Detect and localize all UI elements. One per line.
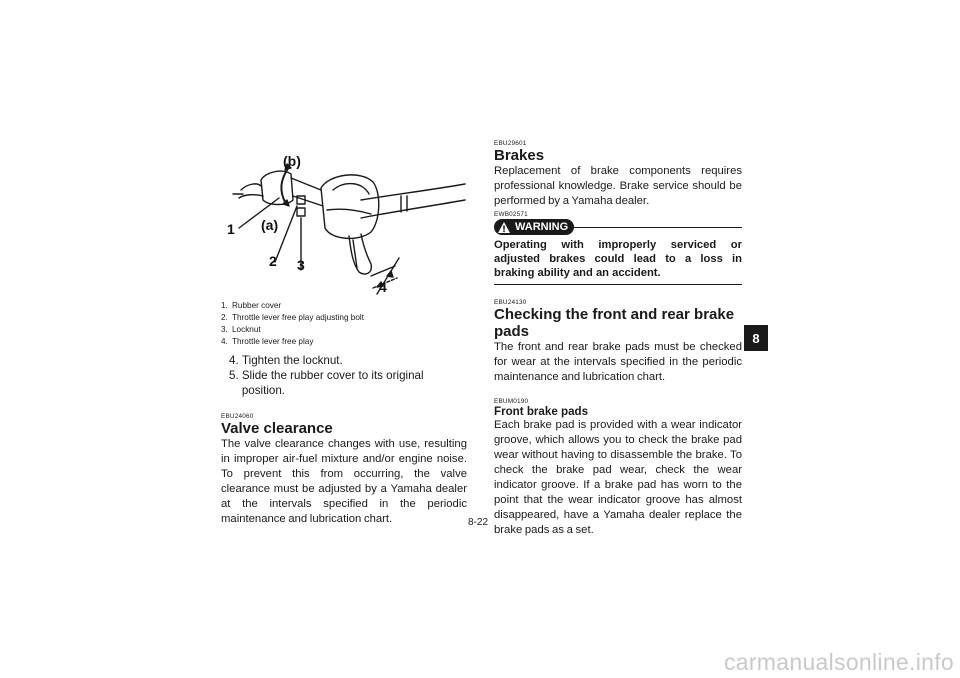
section-body: Replacement of brake components requires professional knowledge. Brake service should be performed by a Yamaha dealer. bbox=[494, 165, 742, 207]
warning-header bbox=[494, 219, 742, 235]
section-code: EBU24060 bbox=[221, 413, 254, 420]
legend-item bbox=[221, 300, 467, 312]
section-title: Valve clearance bbox=[221, 420, 333, 437]
warning-box bbox=[494, 211, 742, 285]
watermark: carmanualsonline.info bbox=[723, 649, 954, 675]
step-number: 4. bbox=[229, 354, 239, 367]
legend-number: 3. bbox=[221, 325, 228, 334]
step-item bbox=[221, 353, 467, 368]
callout-4: 4 bbox=[379, 279, 387, 295]
step-text: Slide the rubber cover to its original position. bbox=[241, 369, 424, 397]
warning-text: Operating with improperly serviced or adjusted brakes could lead to a loss in braking ability and an accident. bbox=[494, 239, 742, 279]
warning-badge bbox=[494, 219, 574, 235]
legend-number: 2. bbox=[221, 313, 228, 322]
section-title: Checking the front and rear brake pads bbox=[494, 306, 735, 340]
legend-number: 4. bbox=[221, 337, 228, 346]
step-number: 5. bbox=[229, 369, 239, 382]
brake-pads-section bbox=[494, 299, 742, 385]
procedure-steps bbox=[221, 353, 467, 398]
warning-bottom-rule bbox=[494, 284, 742, 285]
legend-text: Rubber cover bbox=[232, 301, 282, 310]
callout-b: (b) bbox=[283, 153, 301, 169]
subsection-body: Each brake pad is provided with a wear indicator groove, which allows you to check the brake pad wear without having to disassemble the brake. To check the brake pad wear, check the wear indicator groove. If a brake pad has worn to the point that the wear indicator groove has almost disappeared, have a Yamaha dealer replace the brake pads as a set. bbox=[494, 419, 742, 536]
chapter-tab: 8 bbox=[744, 325, 768, 351]
figure-legend bbox=[221, 300, 467, 348]
warning-label: WARNING bbox=[515, 221, 569, 233]
callout-3: 3 bbox=[297, 257, 305, 273]
subsection-title: Front brake pads bbox=[494, 405, 589, 418]
brakes-section bbox=[494, 140, 742, 209]
left-column bbox=[221, 140, 467, 527]
callout-1: 1 bbox=[227, 221, 235, 237]
callout-a: (a) bbox=[261, 217, 279, 233]
section-title: Brakes bbox=[494, 147, 545, 164]
step-item bbox=[221, 368, 467, 398]
callout-2: 2 bbox=[269, 253, 277, 269]
legend-text: Throttle lever free play bbox=[232, 337, 314, 346]
warning-triangle-icon bbox=[497, 221, 511, 234]
handlebar-drawing bbox=[221, 140, 467, 300]
legend-item bbox=[221, 324, 467, 336]
section-code: EBUM0190 bbox=[494, 398, 529, 405]
legend-text: Throttle lever free play adjusting bolt bbox=[232, 313, 364, 322]
section-code: EBU24130 bbox=[494, 299, 527, 306]
legend-number: 1. bbox=[221, 301, 228, 310]
section-body: The front and rear brake pads must be checked for wear at the intervals specified in the periodic maintenance and lubrication chart. bbox=[494, 341, 742, 383]
page-number: 8-22 bbox=[468, 517, 489, 528]
warning-code: EWB02571 bbox=[494, 211, 528, 218]
throttle-lever-illustration bbox=[221, 140, 467, 300]
step-text: Tighten the locknut. bbox=[242, 354, 343, 367]
right-column bbox=[494, 140, 742, 538]
warning-rule bbox=[574, 227, 742, 228]
legend-item bbox=[221, 336, 467, 348]
section-code: EBU29601 bbox=[494, 140, 527, 147]
section-body: The valve clearance changes with use, resulting in improper air-fuel mixture and/or engine noise. To prevent this from occurring, the valve clearance must be adjusted by a Yamaha dealer at the intervals specified in the periodic maintenance and lubrication chart. bbox=[221, 438, 467, 525]
legend-item bbox=[221, 312, 467, 324]
legend-text: Locknut bbox=[232, 325, 261, 334]
front-brake-pads-section bbox=[494, 398, 742, 538]
valve-clearance-section bbox=[221, 413, 467, 527]
